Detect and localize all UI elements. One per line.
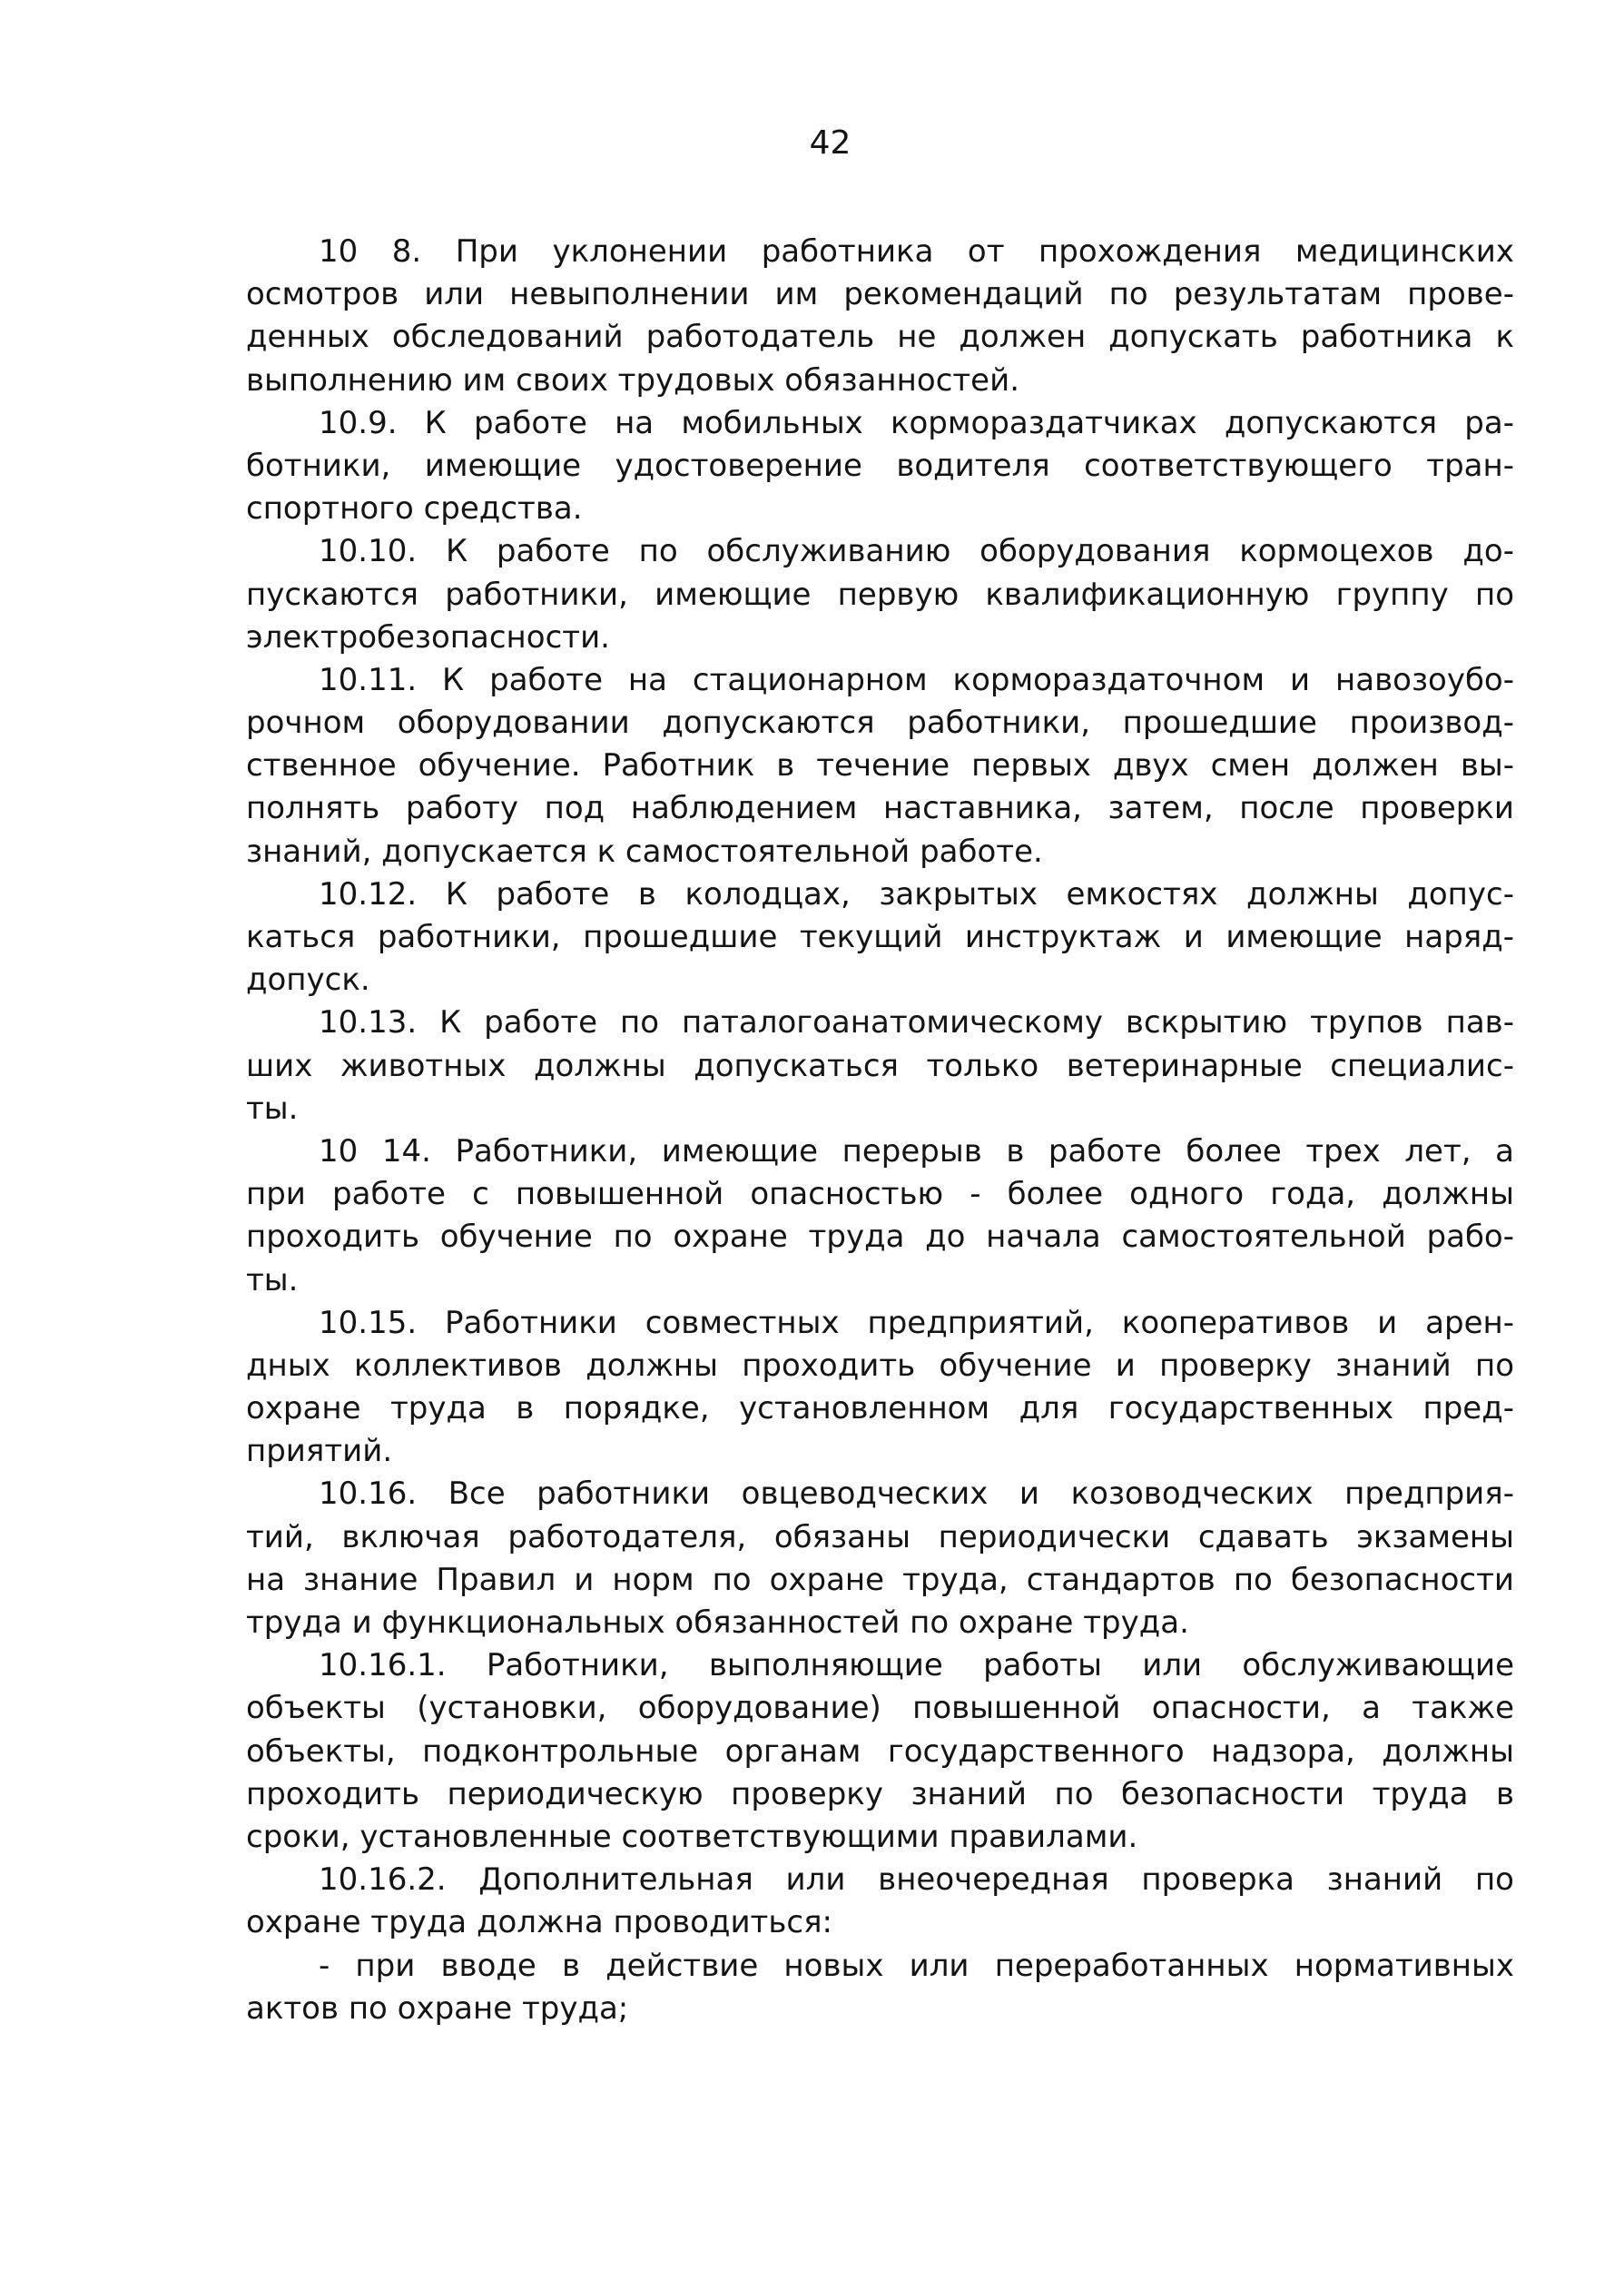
text-line: ты. [246,1261,299,1298]
text-line: пускаются работники, имеющие первую квалификационную группу по [246,576,1514,613]
text-line: 10.10. К работе по обслуживанию оборудования кормоцехов до- [319,533,1514,570]
text-line: приятий. [246,1433,393,1470]
text-line: проходить обучение по охране труда до начала самостоятельной рабо- [246,1219,1514,1256]
text-line: - при вводе в действие новых или переработанных нормативных [319,1947,1514,1984]
text-line: ты. [246,1090,299,1127]
text-line: охране труда в порядке, установленном для государственных пред- [246,1390,1514,1427]
text-line: 10.16. Все работники овцеводческих и козоводческих предприя- [319,1476,1514,1513]
text-line: каться работники, прошедшие текущий инструктаж и имеющие наряд- [246,919,1514,955]
text-line: 10.15. Работники совместных предприятий, кооперативов и арен- [319,1304,1514,1341]
text-line: 10.16.1. Работники, выполняющие работы или обслуживающие [319,1647,1514,1684]
text-line: 10.13. К работе по паталогоанатомическому вскрытию трупов пав- [319,1004,1514,1041]
page-number: 42 [809,124,851,162]
text-line: проходить периодическую проверку знаний по безопасности труда в [246,1775,1514,1812]
text-line: 10.16.2. Дополнительная или внеочередная проверка знаний по [319,1861,1514,1899]
text-line: знаний, допускается к самостоятельной работе. [246,833,1043,870]
text-line: денных обследований работодатель не должен допускать работника к [246,319,1514,356]
text-line: ственное обучение. Работник в течение первых двух смен должен вы- [246,747,1514,785]
text-line: спортного средства. [246,490,583,528]
text-line: на знание Правил и норм по охране труда, стандартов по безопасности [246,1561,1514,1598]
document-body [246,231,1514,2030]
text-line: объекты (установки, оборудование) повышенной опасности, а также [246,1690,1514,1727]
text-line: рочном оборудовании допускаются работники, прошедшие производ- [246,705,1514,742]
text-line: тий, включая работодателя, обязаны периодически сдавать экзамены [246,1518,1514,1555]
text-line: допуск. [246,962,370,999]
text-line: объекты, подконтрольные органам государственного надзора, должны [246,1732,1514,1770]
text-line: сроки, установленные соответствующими правилами. [246,1818,1138,1855]
text-line: полнять работу под наблюдением наставника, затем, после проверки [246,790,1514,827]
text-line: при работе с повышенной опасностью - более одного года, должны [246,1176,1514,1213]
text-line: дных коллективов должны проходить обучение и проверку знаний по [246,1347,1514,1384]
text-line: 10 14. Работники, имеющие перерыв в работе более трех лет, а [319,1132,1514,1170]
text-line: актов по охране труда; [246,1989,629,2027]
text-line: 10.9. К работе на мобильных кормораздатчиках допускаются ра- [319,404,1514,441]
text-line: охране труда должна проводиться: [246,1904,832,1941]
text-line: труда и функциональных обязанностей по охране труда. [246,1604,1189,1641]
text-line: выполнению им своих трудовых обязанностей. [246,361,1020,399]
text-line: ботники, имеющие удостоверение водителя соответствующего тран- [246,447,1514,484]
text-line: ших животных должны допускаться только ветеринарные специалис- [246,1047,1514,1084]
text-line: 10.11. К работе на стационарном кормораздаточном и навозоубо- [319,661,1514,698]
text-line: осмотров или невыполнении им рекомендаций по результатам прове- [246,276,1514,313]
text-line: электробезопасности. [246,618,610,656]
text-line: 10 8. При уклонении работника от прохождения медицинских [319,233,1514,270]
text-line: 10.12. К работе в колодцах, закрытых емкостях должны допус- [319,875,1514,913]
